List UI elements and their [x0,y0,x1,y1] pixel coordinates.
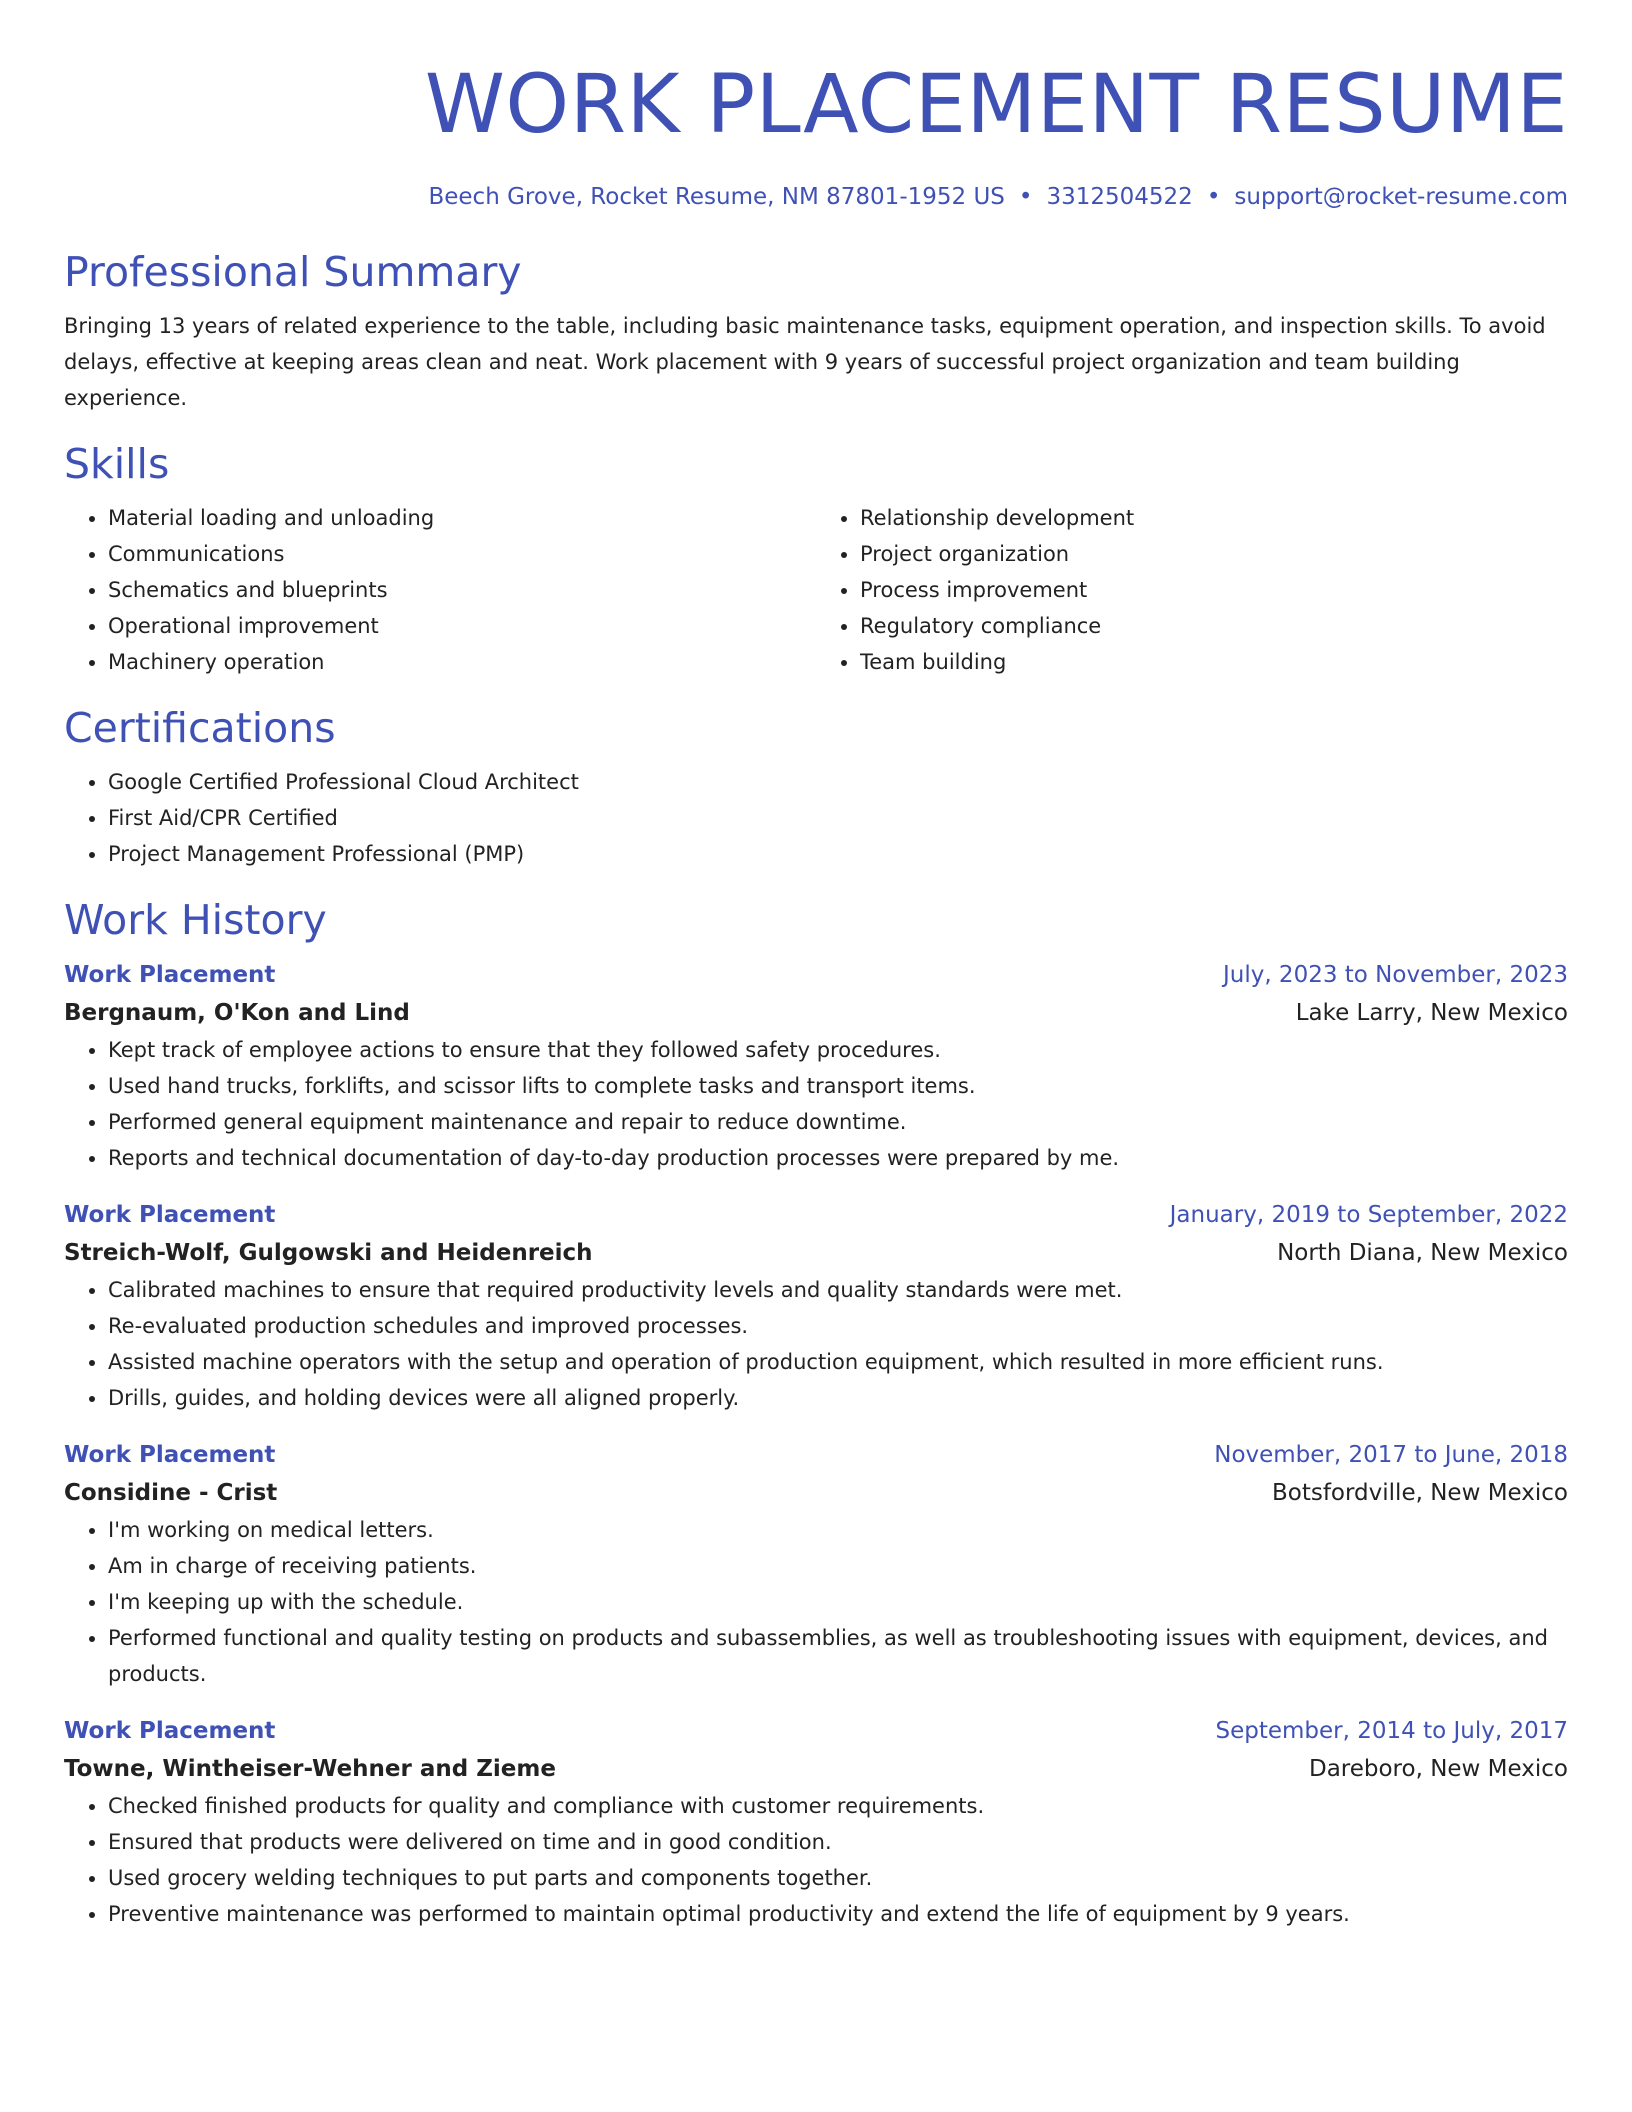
summary-section [64,244,1568,416]
work-history-heading: Work History [64,896,327,944]
job-bullet: • Used grocery welding techniques to put parts and components together. [108,1860,1568,1896]
job-location: Dareboro, New Mexico [1308,1756,1568,1782]
skill-item: • Project organization [860,536,1568,572]
job-bullets [64,1032,1568,1176]
job-title-row [64,1436,1568,1474]
job-bullet: • Performed general equipment maintenance and repair to reduce downtime. [108,1104,1568,1140]
certifications-section [64,700,1568,872]
job-bullet: • Checked finished products for quality and compliance with customer requirements. [108,1788,1568,1824]
skills-list-left [64,500,816,680]
skill-item: • Communications [108,536,816,572]
certifications-list [64,764,1568,872]
skill-item: • Machinery operation [108,644,816,680]
job-entry [64,1712,1568,1932]
job-bullets [64,1788,1568,1932]
skill-item: • Team building [860,644,1568,680]
skills-section [64,436,1568,680]
job-bullet: • Assisted machine operators with the setup and operation of production equipment, which resulted in more efficient runs. [108,1344,1568,1380]
job-bullets [64,1512,1568,1692]
job-company-row [64,1234,1568,1272]
job-bullets [64,1272,1568,1416]
job-bullet: • Reports and technical documentation of day-to-day production processes were prepared by me. [108,1140,1568,1176]
resume-header [64,0,1568,214]
job-entry [64,1196,1568,1416]
job-title: Work Placement [64,962,276,988]
job-location: Lake Larry, New Mexico [1295,1000,1568,1026]
job-bullet: • Ensured that products were delivered on time and in good condition. [108,1824,1568,1860]
contact-line [64,180,1568,214]
job-bullet: • Performed functional and quality testing on products and subassemblies, as well as troubleshooting issues with equipment, devices, and products. [108,1620,1568,1692]
contact-separator: • [1206,184,1221,210]
job-company: Considine - Crist [64,1480,278,1506]
skill-item: • Schematics and blueprints [108,572,816,608]
contact-address: Beech Grove, Rocket Resume, NM 87801-1952 US [428,184,1005,210]
contact-separator: • [1018,184,1033,210]
job-bullet: • I'm keeping up with the schedule. [108,1584,1568,1620]
skill-item: • Regulatory compliance [860,608,1568,644]
summary-text: Bringing 13 years of related experience to the table, including basic maintenance tasks, equipment operation, and inspection skills. To avoid delays, effective at keeping areas clean and neat. Work placement with 9 years of successful project organization and team building experience. [64,314,1546,410]
resume-title: WORK PLACEMENT RESUME [424,58,1568,152]
skills-heading: Skills [64,440,170,488]
job-company: Bergnaum, O'Kon and Lind [64,1000,410,1026]
job-company-row [64,1474,1568,1512]
job-title-row [64,1196,1568,1234]
job-title: Work Placement [64,1202,276,1228]
certification-item: • First Aid/CPR Certified [108,800,1568,836]
job-bullet: • Am in charge of receiving patients. [108,1548,1568,1584]
job-bullet: • Drills, guides, and holding devices were all aligned properly. [108,1380,1568,1416]
job-company-row [64,1750,1568,1788]
summary-heading: Professional Summary [64,248,522,296]
job-bullet: • I'm working on medical letters. [108,1512,1568,1548]
job-bullet: • Re-evaluated production schedules and improved processes. [108,1308,1568,1344]
job-title: Work Placement [64,1718,276,1744]
skill-item: • Material loading and unloading [108,500,816,536]
job-company: Streich-Wolf, Gulgowski and Heidenreich [64,1240,593,1266]
job-bullet: • Preventive maintenance was performed to maintain optimal productivity and extend the life of equipment by 9 years. [108,1896,1568,1932]
contact-phone: 3312504522 [1046,184,1193,210]
certification-item: • Google Certified Professional Cloud Architect [108,764,1568,800]
job-bullet: • Used hand trucks, forklifts, and scissor lifts to complete tasks and transport items. [108,1068,1568,1104]
job-title-row [64,956,1568,994]
certification-item: • Project Management Professional (PMP) [108,836,1568,872]
job-bullet: • Kept track of employee actions to ensure that they followed safety procedures. [108,1032,1568,1068]
skills-grid [64,500,1568,680]
skill-item: • Operational improvement [108,608,816,644]
job-location: North Diana, New Mexico [1277,1240,1568,1266]
job-entry [64,956,1568,1176]
job-company: Towne, Wintheiser-Wehner and Zieme [64,1756,556,1782]
job-location: Botsfordville, New Mexico [1271,1480,1568,1506]
skill-item: • Relationship development [860,500,1568,536]
job-entry [64,1436,1568,1692]
job-dates: July, 2023 to November, 2023 [1222,962,1568,988]
skill-item: • Process improvement [860,572,1568,608]
work-history-section [64,892,1568,1932]
job-company-row [64,994,1568,1032]
job-title: Work Placement [64,1442,276,1468]
job-bullet: • Calibrated machines to ensure that required productivity levels and quality standards were met. [108,1272,1568,1308]
contact-email: support@rocket-resume.com [1234,184,1568,210]
job-dates: September, 2014 to July, 2017 [1215,1718,1568,1744]
certifications-heading: Certifications [64,704,336,752]
job-dates: January, 2019 to September, 2022 [1169,1202,1568,1228]
skills-list-right [816,500,1568,680]
job-dates: November, 2017 to June, 2018 [1214,1442,1568,1468]
job-title-row [64,1712,1568,1750]
